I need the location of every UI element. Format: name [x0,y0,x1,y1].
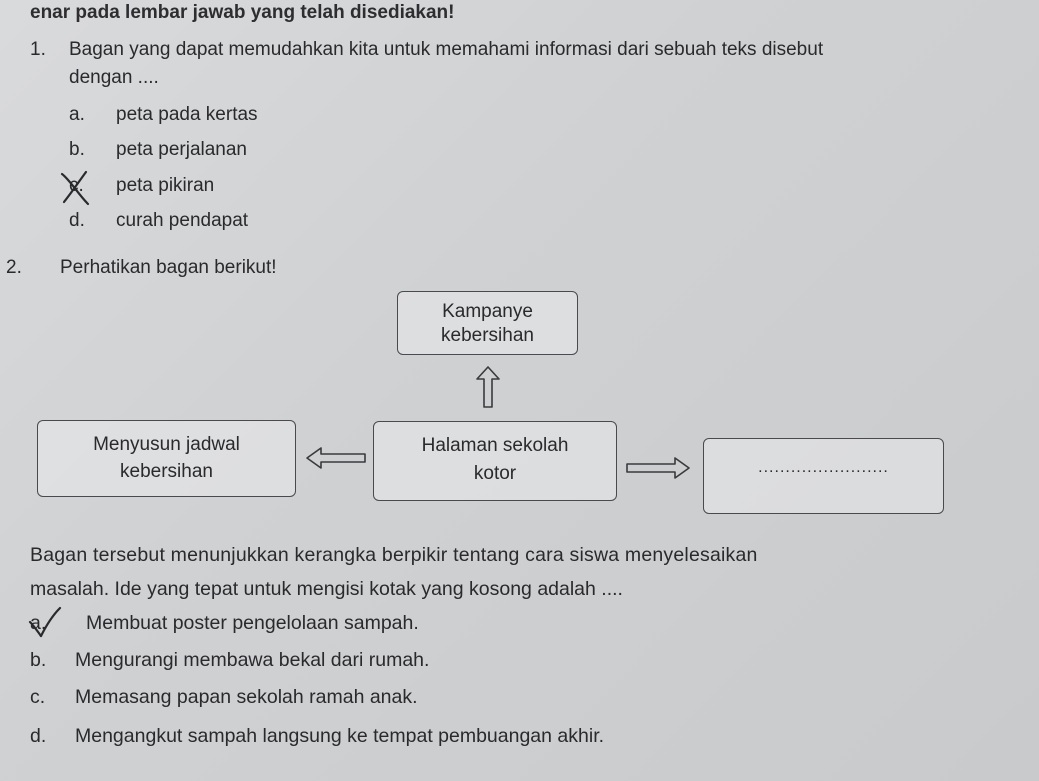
q2-option-b-letter: b. [30,649,47,671]
diagram-box-empty [703,438,944,514]
q2-option-a-letter: a. [30,612,47,634]
diagram-box-kampanye [397,291,578,355]
q2-option-b-text: Mengurangi membawa bekal dari rumah. [75,649,430,671]
arrow-right-icon [625,455,691,481]
q1-option-a-text: peta pada kertas [116,104,258,125]
q2-option-d-text: Mengangkut sampah langsung ke tempat pembuangan akhir. [75,725,605,747]
q1-option-c-text: peta pikiran [116,175,215,196]
box-halaman-line2: kotor [473,463,517,484]
box-menyusun-line1: Menyusun jadwal [93,434,240,455]
box-menyusun-line2: kebersihan [120,461,213,482]
question-2-number: 2. [6,257,22,278]
question-2-prompt-line1: Bagan tersebut menunjukkan kerangka berpikir tentang cara siswa menyelesaikan [30,544,758,566]
answer-cross-mark-icon [58,168,94,208]
q2-option-a-text: Membuat poster pengelolaan sampah. [86,612,419,634]
q1-option-b-text: peta perjalanan [116,139,247,160]
answer-check-mark-icon [24,604,64,640]
arrow-left-icon [305,445,367,471]
diagram-box-menyusun-jadwal [37,420,296,497]
arrow-up-icon [475,365,501,409]
q2-option-c-text: Memasang papan sekolah ramah anak. [75,686,418,708]
box-kampanye-line1: Kampanye [442,301,533,322]
box-empty-blank-line: ........................ [758,459,889,476]
box-kampanye-line2: kebersihan [441,325,534,346]
question-2-prompt-line2: masalah. Ide yang tepat untuk mengisi kotak yang kosong adalah .... [30,578,623,600]
question-2-text: Perhatikan bagan berikut! [60,257,277,278]
q2-option-d-letter: d. [30,725,47,747]
q1-option-b-letter: b. [69,139,85,160]
q1-option-c-letter: c. [69,175,84,196]
q1-option-d-letter: d. [69,210,85,231]
instruction-text: enar pada lembar jawab yang telah disediakan! [30,2,455,23]
diagram-box-halaman-sekolah [373,421,617,501]
q1-option-d-text: curah pendapat [116,210,249,231]
question-1-text-line1: Bagan yang dapat memudahkan kita untuk memahami informasi dari sebuah teks disebut [69,39,824,60]
question-1-number: 1. [30,39,46,60]
box-halaman-line1: Halaman sekolah [421,435,569,456]
q1-option-a-letter: a. [69,104,85,125]
question-1-text-line2: dengan .... [69,67,159,88]
q2-option-c-letter: c. [30,686,46,708]
